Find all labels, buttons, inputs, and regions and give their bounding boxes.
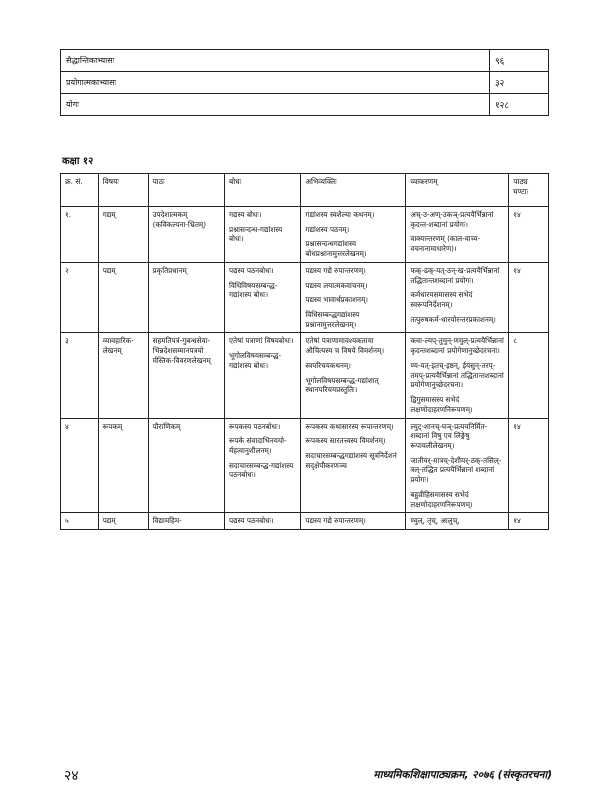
cell-comprehension-line: विधिविषयसम्बन्द्ध-गद्यांशस्य बोधः।	[229, 280, 278, 300]
cell-lesson-line: प्रकृतिप्रधानम्	[152, 265, 187, 275]
summary-row	[61, 50, 549, 72]
cell-comprehension-line: सदाचारसम्बन्द्ध-गद्यांशस्य पठनबोधः।	[229, 460, 294, 480]
header-comprehension: बोधः	[225, 174, 301, 207]
hours-summary-table	[60, 49, 549, 116]
cell-comprehension	[225, 513, 301, 530]
cell-comprehension-line: गद्यस्य बोधः।	[229, 210, 262, 219]
cell-grammar-line: वाक्यान्तरणम् (काल-वाच्य-वचनानामाधारेण)।	[410, 234, 481, 254]
header-sn: क्र. सं.	[61, 174, 99, 207]
cell-expression-line: पद्यस्य गद्ये रुपान्तरणम्।	[305, 265, 366, 275]
cell-grammar	[406, 333, 509, 418]
footer-title: माध्यमिकशिक्षापाठ्यक्रम, २०७६ (संस्कृतरचना)	[373, 769, 552, 781]
cell-expression-line: पद्यस्य लयात्मकवाचनम्।	[305, 280, 368, 290]
header-grammar: व्याकरणम्	[406, 174, 509, 207]
cell-hours: ८	[509, 333, 549, 418]
cell-sn: २	[61, 262, 99, 333]
cell-expression-line: गद्यांशस्य स्वशैल्या कथनम्।	[305, 210, 375, 219]
cell-grammar-line: कर्मधारयसमासस्य सभेदं स्वरूपनिर्देशनम्।	[410, 290, 473, 310]
cell-lesson	[148, 333, 224, 418]
cell-hours: १४	[509, 418, 549, 513]
cell-lesson-line: विद्यामहिम-	[152, 516, 182, 526]
cell-subject: रूपकम्	[98, 418, 148, 513]
cell-subject: व्यावहारिक-लेखनम्	[98, 333, 148, 418]
cell-hours: १४	[509, 207, 549, 263]
cell-comprehension	[225, 418, 301, 513]
cell-expression	[301, 513, 406, 530]
summary-value: १२८	[490, 94, 549, 116]
cell-comprehension-line: एतेषां पत्राणां विषयबोधः।	[229, 336, 294, 346]
table-row	[61, 262, 549, 333]
cell-grammar	[406, 513, 509, 530]
curriculum-table	[60, 173, 549, 530]
cell-comprehension	[225, 333, 301, 418]
cell-grammar-line: तत्पुरुषकर्म-धारयोरन्तरप्रकाशनम्।	[410, 314, 496, 324]
cell-grammar-line: फक्-ढक्-यत्-ठन्-ख-प्रत्ययैर्भिन्नानां तद्धितान्तशब्दानां प्रयोगः।	[410, 265, 500, 285]
cell-sn: ५	[61, 513, 99, 530]
cell-expression-line: पद्यस्य गद्ये रुपान्तरणम्।	[305, 516, 366, 526]
cell-comprehension	[225, 262, 301, 333]
cell-lesson	[148, 262, 224, 333]
cell-lesson-line: सहमतिपत्रं-गुबन्धसेवा-भिन्नदेशसम्मानपत्रयो र्मस्तिक-विवरणलेखनम्	[152, 336, 211, 365]
cell-expression	[301, 418, 406, 513]
class-title: कक्षा १२	[62, 156, 94, 167]
cell-expression-line: पद्यस्य भावार्थप्रकाशनम्।	[305, 295, 369, 305]
cell-hours: १४	[509, 262, 549, 333]
cell-grammar-line: ण्वुल्, तृच्, आलुच्,	[410, 516, 460, 526]
cell-expression-line: गद्यांशस्य पठनम्।	[305, 224, 350, 234]
cell-sn: ३	[61, 333, 99, 418]
table-row	[61, 418, 549, 513]
cell-lesson	[148, 207, 224, 263]
cell-comprehension-line: पद्यस्य पठनबोधः।	[229, 516, 274, 526]
cell-grammar-line: ण्य-यत्-इतच्-इष्ठन्, ईयसुन्-तरप्-तमप्-प्रत्ययैर्भिन्नानां तद्धितान्तशब्दानां प्रयोगेणानुच्छेदरचना।	[410, 360, 504, 390]
header-lesson: पाठः	[148, 174, 224, 207]
cell-lesson	[148, 513, 224, 530]
cell-sn: ४	[61, 418, 99, 513]
cell-subject: पद्यम्	[98, 513, 148, 530]
cell-expression	[301, 333, 406, 418]
cell-expression-line: सदाचारसम्बन्द्धगद्यांशस्य सूत्रनिर्देशनं सद्क्षेपीकरणञ्च	[305, 450, 397, 470]
cell-grammar-line: क्त्वा-ल्यप्-तुमुन्-णमुल्-प्रत्ययैर्भिन्नानां कृदन्तशब्दानां प्रयोगेणानुच्छेदरचना।	[410, 336, 504, 356]
cell-expression-line: स्वपरिचयकथनम्।	[305, 360, 351, 370]
summary-row	[61, 72, 549, 94]
header-row	[61, 174, 549, 207]
cell-grammar	[406, 418, 509, 513]
cell-lesson-line: उपदेशात्मकम् (कविकल्पना-भ्रितम्)	[152, 210, 207, 229]
cell-expression	[301, 262, 406, 333]
cell-comprehension	[225, 207, 301, 263]
cell-grammar-line: ल्युट्-शानच्-घञ्-प्रत्ययनिर्मित-शब्दानां विषु एव लिङ्गेषु रूपावलीलेखनम्।	[410, 421, 488, 450]
page-number: २४	[64, 768, 79, 784]
header-hours: पाठ्य घण्टाः	[509, 174, 549, 207]
header-subject: विषयः	[98, 174, 148, 207]
cell-expression-line: भूगोलविषयसम्बन्द्ध-गद्यांशात् स्थानपरिचयप्रस्तुतिः।	[305, 375, 379, 395]
cell-expression-line: एतेषां पत्राणामावश्यकताया औचित्यस्य च विषये विमर्शनम्।	[305, 336, 385, 356]
cell-lesson	[148, 418, 224, 513]
cell-expression-line: रूपकस्य कथासारस्य रूपान्तरणम्।	[305, 421, 394, 431]
cell-grammar-line: बहुव्रीहिसमासस्य सभेदं लक्षणोदाहरणनिरूपणम्।	[410, 489, 473, 509]
table-row	[61, 513, 549, 530]
cell-grammar	[406, 262, 509, 333]
summary-label: सैद्धान्तिकाभ्यासः	[61, 50, 490, 72]
table-row	[61, 207, 549, 263]
summary-row	[61, 94, 549, 116]
cell-expression-line: विधिसम्बन्द्धगद्यांशस्य प्रश्नानामुत्तरलेखनम्।	[305, 310, 360, 329]
cell-comprehension-line: रूपकस्य पठनबोधः।	[229, 421, 281, 431]
cell-comprehension-line: भूगोलविषयसम्बन्द्ध-गद्यांशस्य बोधः।	[229, 351, 282, 370]
table-row	[61, 333, 549, 418]
cell-sn: १.	[61, 207, 99, 263]
cell-expression	[301, 207, 406, 263]
cell-hours: १४	[509, 513, 549, 530]
cell-lesson-line: पौराणिकम्	[152, 421, 181, 431]
cell-subject: पद्यम्	[98, 262, 148, 333]
cell-grammar-line: अच्-उ-अण्-उकञ्-प्रत्ययैर्भिन्नानां कृदन्त-शब्दानां प्रयोगः।	[410, 210, 494, 229]
cell-grammar	[406, 207, 509, 263]
cell-grammar-line: जातीयर्-मात्रच्-देशीयर्-ठक्-तसिल्-त्रल्-तद्धित प्रत्ययैर्भिन्नानां शब्दानां प्रयोगः।	[410, 455, 502, 485]
summary-label: प्रयोगात्मकाभ्यासः	[61, 72, 490, 94]
cell-comprehension-line: पद्यस्य पठनबोधः।	[229, 265, 274, 275]
summary-value: ३२	[490, 72, 549, 94]
cell-expression-line: प्रश्नासन्दन्धगद्यांशस्य बोधप्रश्नानामुत्तरलेखनम्।	[305, 239, 367, 259]
cell-grammar-line: द्विगुसमासस्य सभेदं लक्षणोदाहरणनिरूपणम्।	[410, 395, 473, 414]
cell-subject: गद्यम्	[98, 207, 148, 263]
cell-comprehension-line: रूपके संवादाभिनययो-र्महत्वानुशीलनम्।	[229, 436, 287, 455]
cell-expression-line: रूपकस्य सारतत्त्वस्य विमर्शनम्।	[305, 436, 386, 446]
cell-comprehension-line: प्रश्नासन्दन्ध-गद्यांशस्य बोधः।	[229, 224, 283, 244]
summary-value: ९६	[490, 50, 549, 72]
summary-label: योगः	[61, 94, 490, 116]
header-expression: अभिव्यक्तिः	[301, 174, 406, 207]
